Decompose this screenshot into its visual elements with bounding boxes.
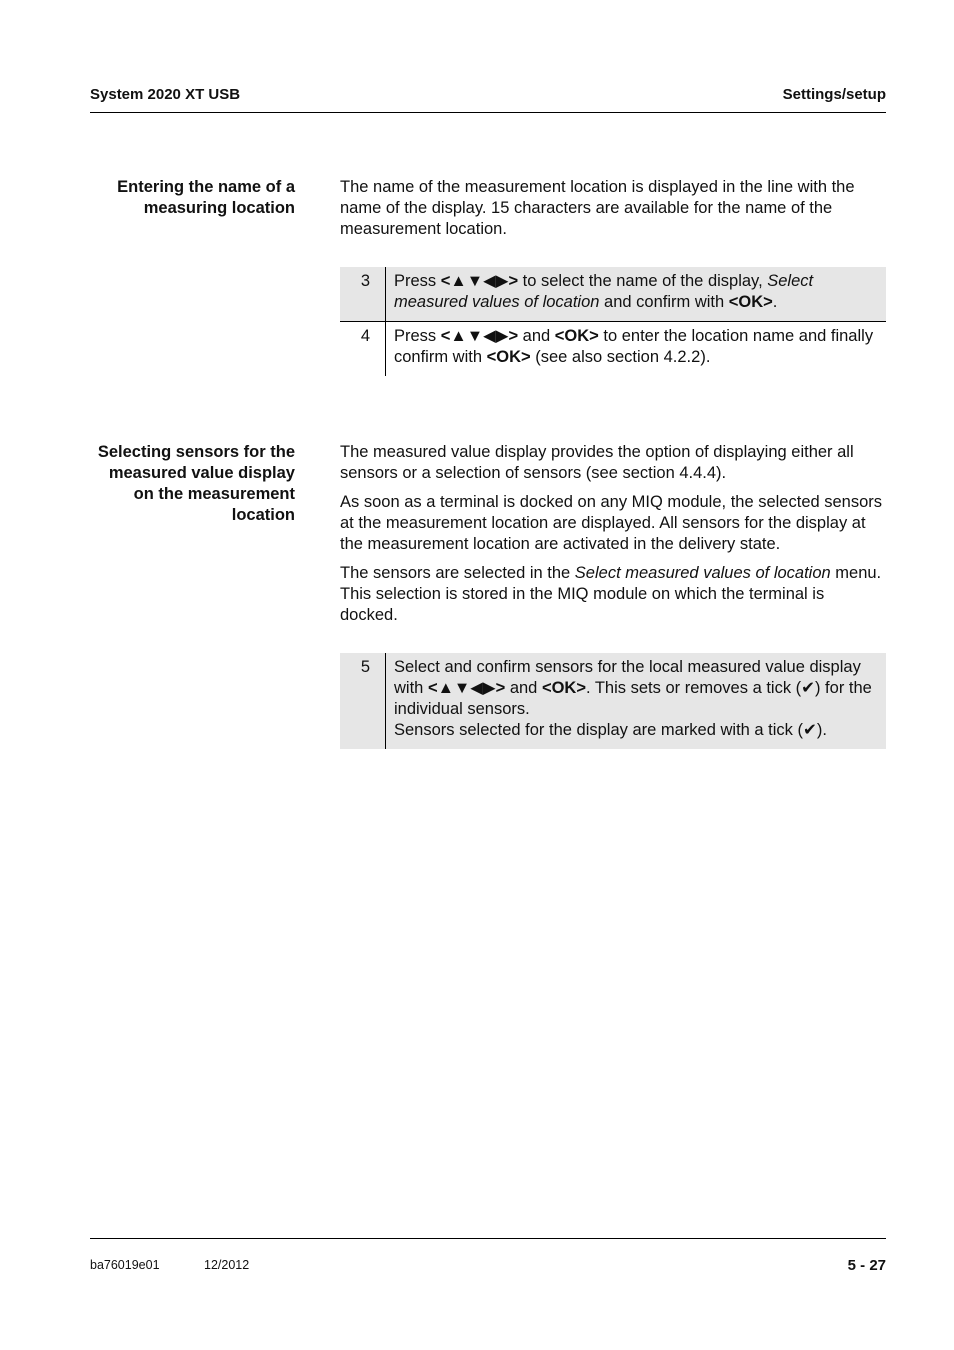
text-run: to enter the location name and finally confirm with — [394, 327, 874, 366]
step-row — [340, 267, 886, 321]
header-rule — [90, 112, 886, 113]
text-run: Press — [394, 327, 441, 345]
paragraph: The sensors are selected in the Select measured values of location menu. This selection is stored in the MIQ module on which the terminal is docked. — [340, 564, 882, 624]
step-text — [385, 653, 886, 749]
step-number: 4 — [360, 327, 370, 345]
footer-doc-id: ba76019e01 — [90, 1258, 160, 1272]
text-run: and confirm with — [599, 293, 729, 311]
key-label: <OK> — [541, 679, 586, 697]
footer-rule — [90, 1238, 886, 1239]
steps-table-1 — [340, 267, 886, 376]
step-row — [340, 653, 886, 749]
running-header-left: System 2020 XT USB — [90, 86, 241, 103]
step-text — [385, 322, 886, 376]
key-label: <▲▼◀▶> — [427, 679, 506, 697]
key-label: <OK> — [554, 327, 599, 345]
step-text — [385, 267, 886, 321]
running-header-right: Settings/setup — [782, 86, 886, 103]
steps-table-2 — [340, 653, 886, 749]
footer-date: 12/2012 — [204, 1258, 250, 1272]
text-run: Sensors selected for the display are marked with a tick (✔). — [394, 721, 827, 739]
text-run: to select the name of the display, — [518, 272, 768, 290]
section-body-location-name — [340, 177, 886, 248]
menu-name: Select measured values of location — [394, 272, 814, 311]
section-heading-select-sensors: Selecting sensors for the measured value display on the measurement location — [97, 443, 295, 524]
step-row — [340, 321, 886, 376]
key-label: <▲▼◀▶> — [440, 327, 519, 345]
step-number: 5 — [360, 658, 370, 676]
text-run: and — [518, 327, 555, 345]
paragraph: The name of the measurement location is displayed in the line with the name of the display. 15 characters are available for the name of the measurement location. — [340, 178, 855, 238]
paragraph: The measured value display provides the option of displaying either all sensors or a selection of sensors (see section 4.4.4). — [340, 443, 854, 482]
key-label: <OK> — [728, 293, 773, 311]
text-run: and — [505, 679, 542, 697]
text-run: . This sets or removes a tick (✔) for the individual sensors. — [394, 679, 872, 718]
text-run: (see also section 4.2.2). — [530, 348, 711, 366]
key-label: <▲▼◀▶> — [440, 272, 519, 290]
section-body-select-sensors — [340, 442, 886, 634]
page-number: 5 - 27 — [847, 1257, 886, 1274]
key-label: <OK> — [486, 348, 531, 366]
text-run: Press — [394, 272, 441, 290]
section-heading-location-name: Entering the name of a measuring location — [117, 178, 295, 217]
step-number: 3 — [360, 272, 370, 290]
text-run: Select and confirm sensors for the local measured value display with — [394, 658, 861, 697]
paragraph: As soon as a terminal is docked on any MIQ module, the selected sensors at the measurement location are displayed. All sensors for the display at the measurement location are activated in the delivery state. — [340, 493, 883, 553]
text-run: . — [772, 293, 778, 311]
